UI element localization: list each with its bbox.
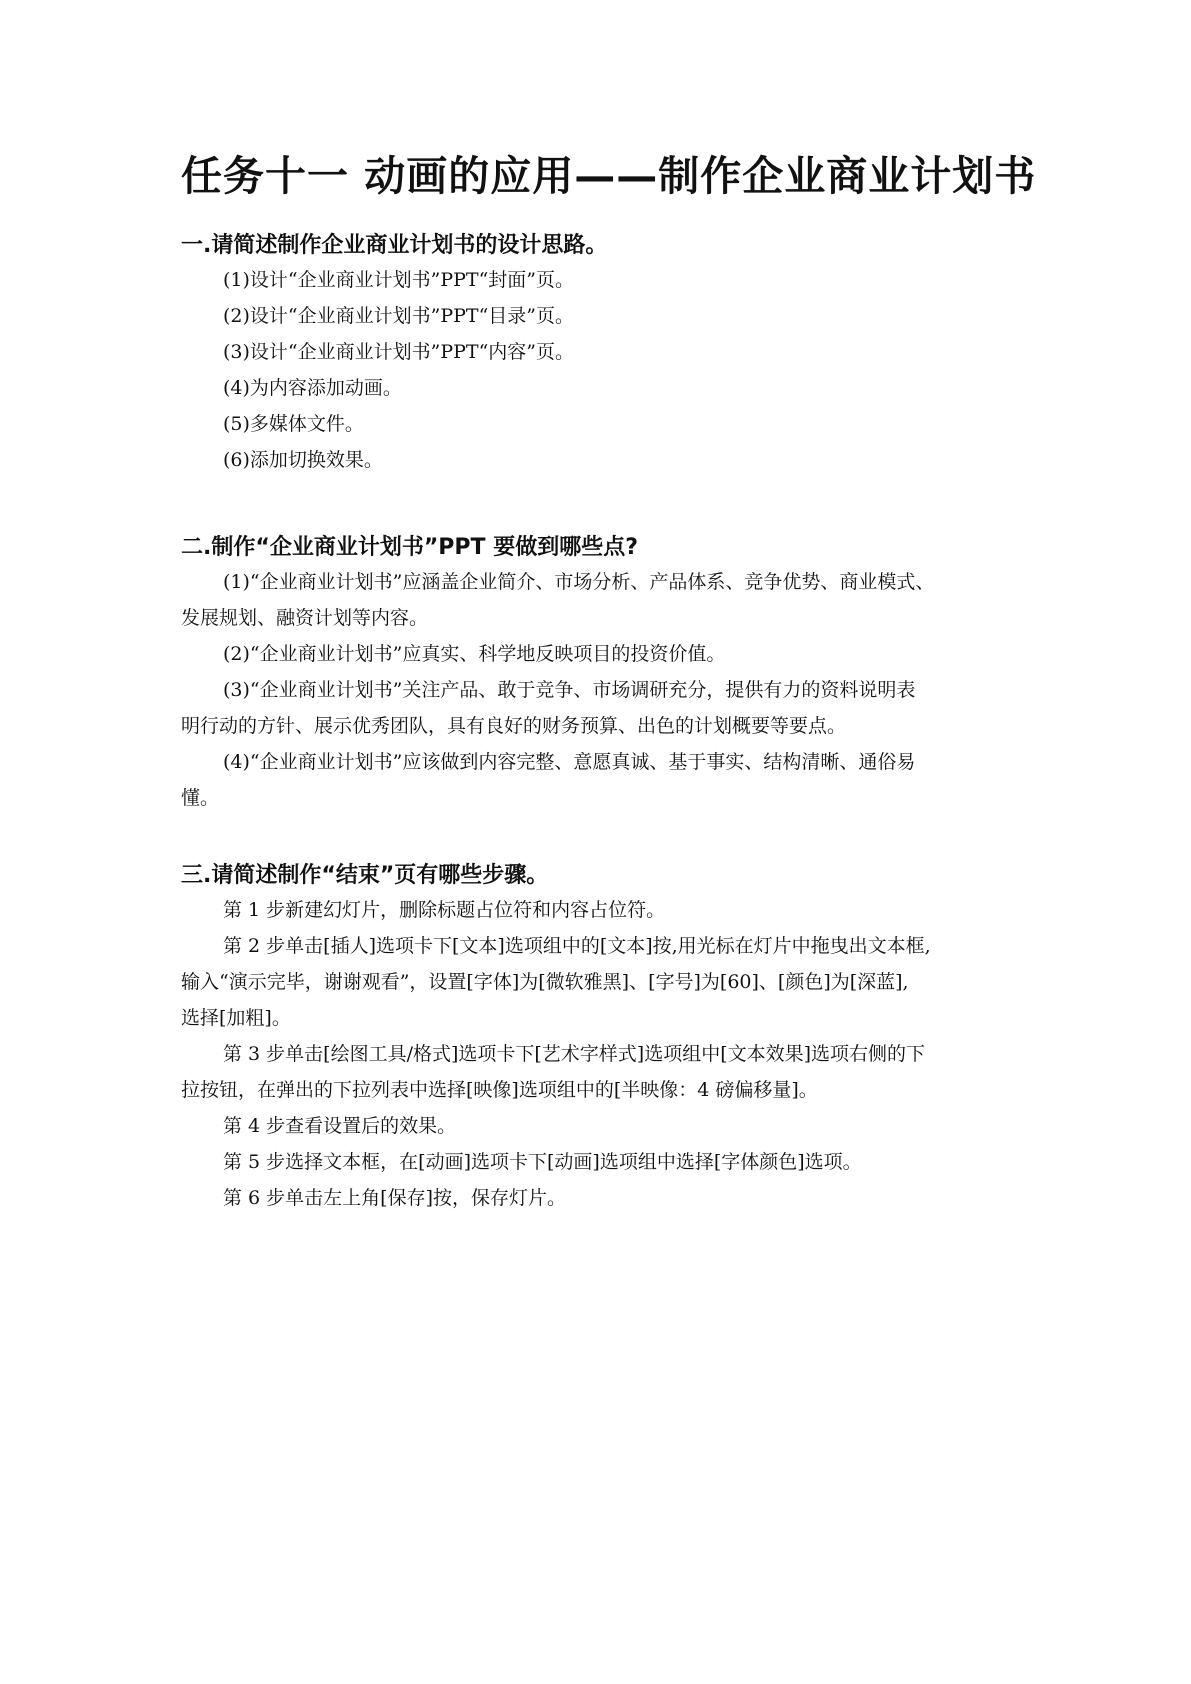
list-item: (6)添加切换效果。 bbox=[223, 449, 383, 471]
section-heading: 一.请简述制作企业商业计划书的设计思路。 bbox=[181, 233, 608, 258]
paragraph-line: 懂。 bbox=[181, 787, 220, 809]
section-heading: 三.请简述制作“结束”页有哪些步骤。 bbox=[181, 863, 549, 888]
step bbox=[181, 1108, 1016, 1144]
step-line: 第 5 步选择文本框，在[动画]选项卡下[动画]选项组中选择[字体颜色]选项。 bbox=[223, 1151, 862, 1173]
paragraph-line: (3)“企业商业计划书”关注产品、敢于竞争、市场调研充分，提供有力的资料说明表 bbox=[223, 679, 916, 701]
paragraph bbox=[181, 564, 1016, 636]
paragraph bbox=[181, 744, 1016, 816]
step bbox=[181, 928, 1016, 1036]
step bbox=[181, 892, 1016, 928]
paragraph-line: (2)“企业商业计划书”应真实、科学地反映项目的投资价值。 bbox=[223, 643, 726, 665]
step-line: 第 4 步查看设置后的效果。 bbox=[223, 1115, 457, 1137]
step-line: 选择[加粗]。 bbox=[181, 1007, 291, 1029]
list-item: (2)设计“企业商业计划书”PPT“目录”页。 bbox=[223, 305, 575, 327]
step bbox=[181, 1144, 1016, 1180]
step-line: 第 1 步新建幻灯片，删除标题占位符和内容占位符。 bbox=[223, 899, 666, 921]
step-line: 第 3 步单击[绘图工具/格式]选项卡下[艺术字样式]选项组中[文本效果]选项右侧的下 bbox=[223, 1043, 926, 1065]
list-item: (4)为内容添加动画。 bbox=[223, 377, 402, 399]
paragraph-line: 明行动的方针、展示优秀团队，具有良好的财务预算、出色的计划概要等要点。 bbox=[181, 715, 847, 737]
list-item: (1)设计“企业商业计划书”PPT“封面”页。 bbox=[223, 269, 575, 291]
paragraph-line: (1)“企业商业计划书”应涵盖企业简介、市场分析、产品体系、竞争优势、商业模式、 bbox=[223, 571, 935, 593]
section-design-ideas bbox=[181, 228, 1016, 478]
step bbox=[181, 1036, 1016, 1108]
list-item: (5)多媒体文件。 bbox=[223, 413, 364, 435]
step-line: 第 2 步单击[插人]选项卡下[文本]选项组中的[文本]按,用光标在灯片中拖曳出文本框, bbox=[223, 935, 931, 957]
section-end-page-steps bbox=[181, 858, 1016, 1216]
step-line: 拉按钮，在弹出的下拉列表中选择[映像]选项组中的[半映像：4 磅偏移量]。 bbox=[181, 1079, 818, 1101]
step-line: 第 6 步单击左上角[保存]按，保存灯片。 bbox=[223, 1187, 566, 1209]
paragraph bbox=[181, 636, 1016, 672]
list-item: (3)设计“企业商业计划书”PPT“内容”页。 bbox=[223, 341, 575, 363]
step bbox=[181, 1180, 1016, 1216]
section-key-points bbox=[181, 530, 1016, 816]
paragraph-line: 发展规划、融资计划等内容。 bbox=[181, 607, 429, 629]
section-heading: 二.制作“企业商业计划书”PPT 要做到哪些点? bbox=[181, 535, 638, 560]
paragraph bbox=[181, 672, 1016, 744]
document-title: 任务十一 动画的应用——制作企业商业计划书 bbox=[181, 152, 1037, 200]
step-line: 输入“演示完毕，谢谢观看”，设置[字体]为[微软雅黑]、[字号]为[60]、[颜色]为[深蓝], bbox=[181, 971, 909, 993]
paragraph-line: (4)“企业商业计划书”应该做到内容完整、意愿真诚、基于事实、结构清晰、通俗易 bbox=[223, 751, 916, 773]
